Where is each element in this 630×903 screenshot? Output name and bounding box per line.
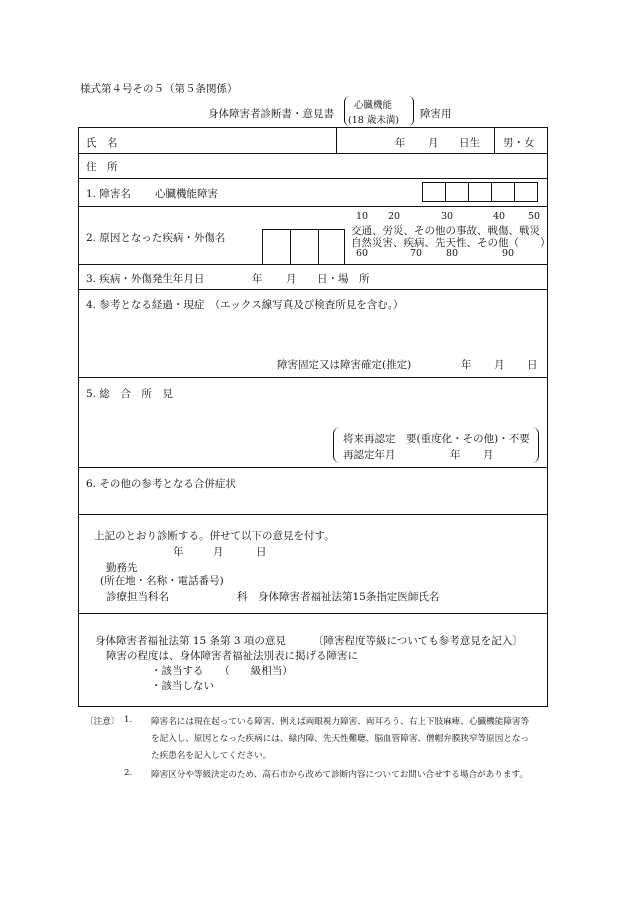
cause-code-30: 30 — [441, 211, 454, 222]
complications-label: 6. その他の参考となる合併症状 — [86, 478, 236, 490]
fixed-day-label: 日 — [527, 359, 538, 371]
form-frame — [78, 127, 548, 707]
opinion-option-not-applicable: ・該当しない — [151, 680, 214, 692]
fixed-date-label: 障害固定又は障害確定(推定) — [277, 359, 412, 371]
cause-options-line1: 交通、労災、その他の事故、戦傷、戦災 — [351, 225, 540, 237]
cause-code-20: 20 — [388, 211, 401, 222]
row-divider — [78, 514, 548, 515]
code-box-divider — [445, 182, 446, 202]
birth-month-label: 月 — [428, 137, 439, 149]
opinion-option-applicable: ・該当する （ 級相当） — [151, 665, 293, 677]
row-divider — [78, 613, 548, 614]
fixed-year-label: 年 — [461, 359, 472, 371]
cause-code-boxes — [262, 229, 345, 264]
row-divider — [78, 377, 548, 378]
note-1-line1: 障害名には現在起っている障害、例えば両眼視力障害、両耳ろう、右上下肢麻痺、心臓機能障害等 — [151, 717, 530, 727]
form-title: 身体障害者診断書・意見書 — [208, 108, 334, 120]
recert-year-label: 年 — [450, 449, 461, 461]
onset-year-label: 年 — [252, 273, 263, 285]
birth-day-label: 日生 — [459, 137, 480, 149]
diagnosis-day-label: 日 — [256, 546, 267, 558]
cause-code-60: 60 — [356, 248, 369, 259]
row-divider — [78, 206, 548, 207]
sex-col-divider — [494, 127, 495, 153]
recert-date-label: 再認定年月 — [343, 449, 396, 461]
overall-findings-label: 5. 総 合 所 見 — [86, 388, 173, 400]
workplace-note: (所在地・名称・電話番号) — [100, 575, 224, 587]
name-col-divider — [336, 127, 337, 153]
row-divider — [78, 467, 548, 468]
disability-name-label: 1. 障害名 — [86, 188, 131, 200]
onset-month-label: 月 — [286, 273, 297, 285]
diagnosis-year-label: 年 — [173, 546, 184, 558]
disability-name-value: 心臓機能障害 — [155, 188, 218, 200]
row-divider — [78, 289, 548, 290]
address-label: 住 所 — [86, 161, 118, 173]
row-divider — [78, 153, 548, 154]
sex-label: 男・女 — [503, 137, 535, 149]
subtitle-line2: (18 歳未満) — [348, 115, 400, 126]
birth-year-label: 年 — [395, 137, 406, 149]
recert-month-label: 月 — [483, 449, 494, 461]
recert-label: 将来再認定 要(重度化・その他)・不要 — [343, 433, 530, 445]
code-boxes — [422, 182, 538, 202]
opinion-title: 身体障害者福祉法第 15 条第 3 項の意見 — [95, 635, 286, 647]
cause-code-40: 40 — [493, 211, 506, 222]
diagnosis-statement: 上記のとおり診断する。併せて以下の意見を付す。 — [94, 530, 335, 542]
row-divider — [78, 264, 548, 265]
subtitle-suffix: 障害用 — [420, 108, 452, 120]
department-label: 診療担当科名 — [106, 591, 169, 603]
onset-date-label: 3. 疾病・外傷発生年月日 — [86, 273, 205, 285]
onset-day-place-label: 日・場 所 — [317, 273, 370, 285]
notes-tag: 〔注意〕 — [85, 717, 120, 727]
row-divider — [78, 178, 548, 179]
subtitle-line1: 心臓機能 — [354, 100, 393, 111]
note-2-number: 2. — [124, 768, 133, 778]
opinion-note: 〔障害程度等級についても参考意見を記入〕 — [313, 635, 523, 647]
note-1-number: 1. — [124, 715, 133, 725]
cause-code-70: 70 — [410, 248, 423, 259]
code-box-divider — [514, 182, 515, 202]
name-label: 氏 名 — [86, 137, 118, 149]
cause-code-50: 50 — [528, 211, 541, 222]
cause-code-divider — [318, 229, 319, 264]
code-box-divider — [491, 182, 492, 202]
workplace-label: 勤務先 — [106, 562, 138, 574]
department-ka-label: 科 — [237, 591, 248, 603]
cause-code-divider — [290, 229, 291, 264]
note-1-line3: た疾患名を記入してください。 — [151, 751, 272, 761]
note-1-line2: を記入し、原因となった疾病には、緑内障、先天性難聴、脳血管障害、僧帽弁膜狭窄等原因となっ — [151, 734, 530, 744]
cause-options-line2: 自然災害、疾病、先天性、その他（ ） — [351, 237, 551, 249]
code-box-divider — [468, 182, 469, 202]
opinion-line: 障害の程度は、身体障害者福祉法別表に掲げる障害に — [106, 650, 358, 662]
cause-code-10: 10 — [356, 211, 369, 222]
fixed-month-label: 月 — [494, 359, 505, 371]
note-2-line1: 障害区分や等級決定のため、高石市から改めて診断内容についてお問い合せする場合があります。 — [151, 770, 528, 780]
cause-code-80: 80 — [446, 248, 459, 259]
diagnosis-month-label: 月 — [213, 546, 224, 558]
doctor-name-label: 身体障害者福祉法第15条指定医師氏名 — [258, 591, 440, 603]
cause-code-90: 90 — [502, 248, 515, 259]
progress-label: 4. 参考となる経過・現症 （エックス線写真及び検査所見を含む。） — [86, 299, 404, 311]
form-number: 様式第４号その５（第５条関係） — [80, 83, 238, 95]
cause-label: 2. 原因となった疾病・外傷名 — [86, 232, 226, 244]
